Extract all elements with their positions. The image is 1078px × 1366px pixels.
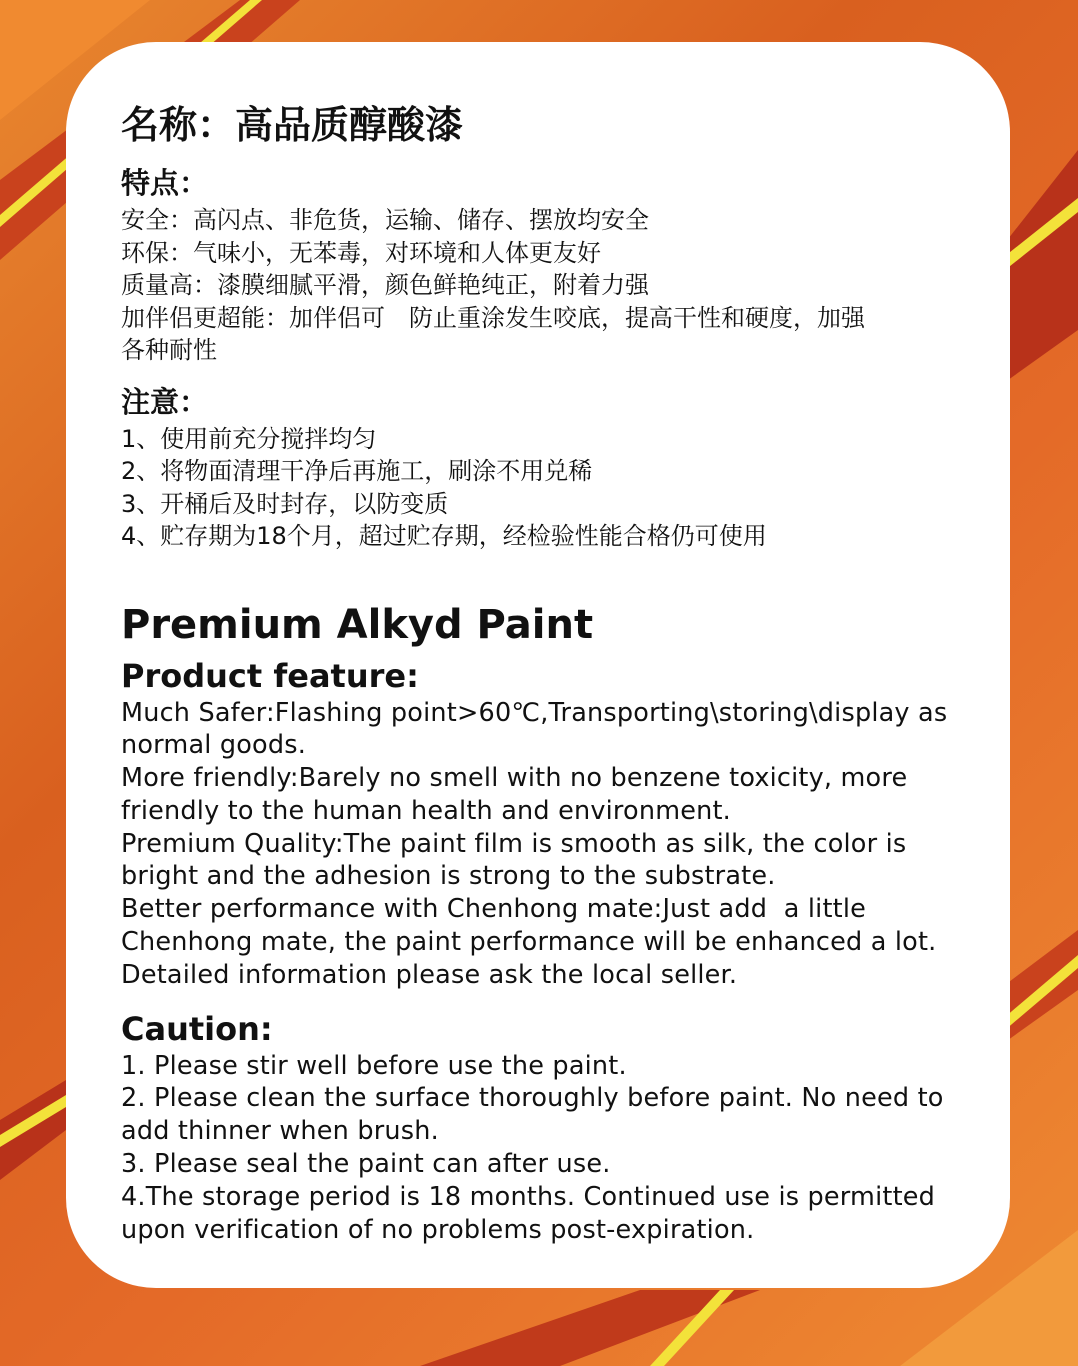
en-caution-line: upon verification of no problems post-expiration. [121,1214,755,1245]
cn-caution-heading: 注意： [121,384,209,419]
cn-caution-line: 3、开桶后及时封存，以防变质 [121,489,449,518]
en-caution-line: 2. Please clean the surface thoroughly before paint. No need to [121,1083,944,1114]
en-title: Premium Alkyd Paint [121,601,594,648]
en-feature-line: Premium Quality:The paint film is smooth as silk, the color is [121,828,907,859]
content-card [66,42,1010,1288]
en-feature-line: Better performance with Chenhong mate:Just add a little [121,894,867,925]
cn-feature-line: 安全：高闪点、非危货，运输、储存、摆放均安全 [121,206,649,234]
en-caution-heading: Caution: [121,1009,273,1048]
cn-feature-line: 质量高：漆膜细腻平滑，颜色鲜艳纯正，附着力强 [121,271,649,299]
en-feature-line: Much Safer:Flashing point>60℃,Transporting\storing\display as [121,697,948,728]
en-feature-line: Chenhong mate, the paint performance will be enhanced a lot. [121,927,937,958]
en-features-heading: Product feature: [121,656,419,695]
cn-features-heading: 特点： [121,166,209,200]
cn-title: 名称：高品质醇酸漆 [121,103,464,147]
cn-feature-line: 加伴侣更超能：加伴侣可 防止重涂发生咬底，提高干性和硬度，加强 [121,303,865,332]
cn-caution-line: 2、将物面清理干净后再施工，刷涂不用兑稀 [121,457,593,485]
cn-caution-line: 4、贮存期为18个月，超过贮存期，经检验性能合格仍可使用 [121,522,767,550]
en-caution-line: 3. Please seal the paint can after use. [121,1149,611,1180]
cn-caution-line: 1、使用前充分搅拌均匀 [121,424,377,453]
cn-feature-line: 环保：气味小，无苯毒，对环境和人体更友好 [121,238,601,267]
cn-feature-line: 各种耐性 [121,336,217,364]
en-caution-line: 1. Please stir well before use the paint. [121,1050,627,1081]
en-feature-line: bright and the adhesion is strong to the substrate. [121,861,776,892]
en-caution-line: add thinner when brush. [121,1116,439,1147]
en-feature-line: normal goods. [121,730,307,761]
en-caution-line: 4.The storage period is 18 months. Continued use is permitted [121,1181,936,1212]
en-feature-line: More friendly:Barely no smell with no benzene toxicity, more [121,763,908,794]
en-feature-line: friendly to the human health and environment. [121,795,731,826]
en-feature-line: Detailed information please ask the local seller. [121,959,738,990]
